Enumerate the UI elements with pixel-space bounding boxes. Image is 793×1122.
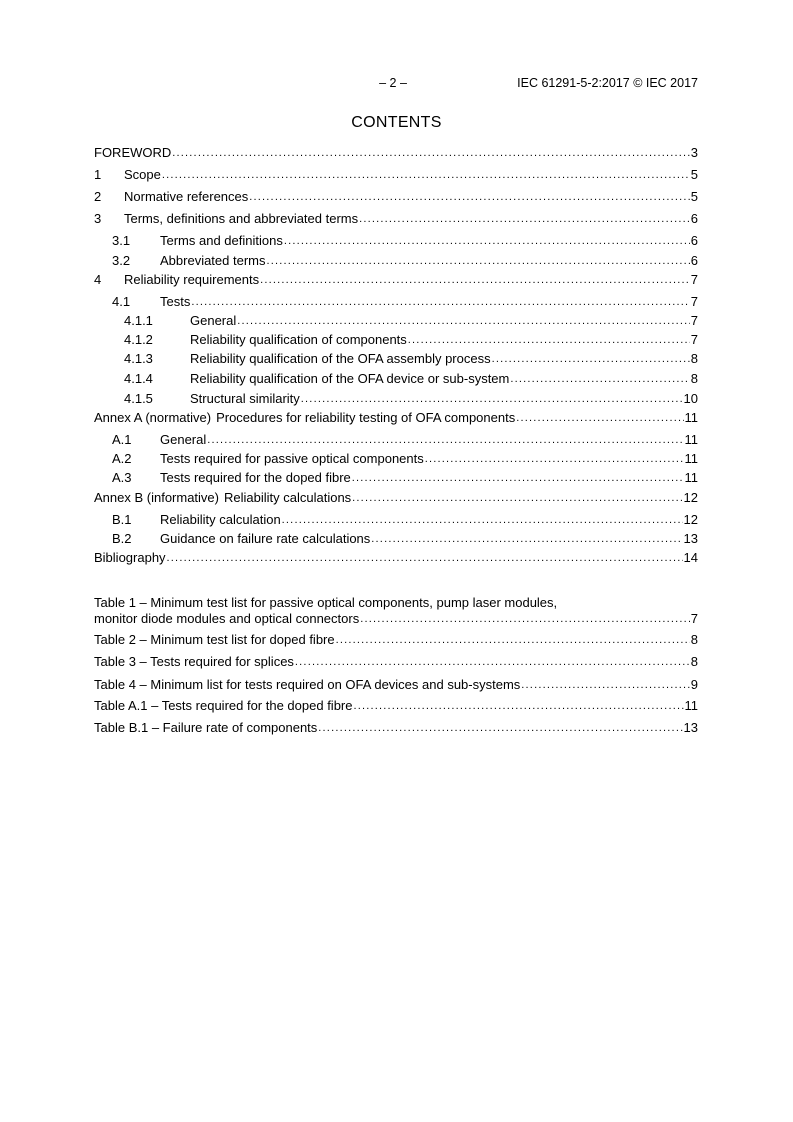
toc-entry-annex-a[interactable] xyxy=(94,410,698,426)
table-list-entry-3[interactable] xyxy=(94,654,698,670)
toc-entry-3-1[interactable] xyxy=(94,233,698,249)
toc-entry-title: Tests xyxy=(160,294,191,309)
page-number: – 2 – xyxy=(379,76,407,90)
toc-entry-page: 8 xyxy=(690,371,698,386)
page-header xyxy=(94,76,698,92)
toc-entry-number: B.1 xyxy=(112,512,132,527)
toc-entry-page: 5 xyxy=(690,167,698,182)
toc-entry-page: 7 xyxy=(690,272,698,287)
dot-leader xyxy=(249,189,689,205)
toc-entry-4-1[interactable] xyxy=(94,294,698,310)
toc-entry-number: 3.2 xyxy=(112,253,131,268)
toc-entry-page: 12 xyxy=(683,512,698,527)
toc-entry-title: Normative references xyxy=(124,189,249,204)
dot-leader xyxy=(301,391,683,407)
toc-entry-title: Tests required for passive optical components xyxy=(160,451,424,466)
toc-entry-4-1-1[interactable] xyxy=(94,313,698,329)
document-reference: IEC 61291-5-2:2017 © IEC 2017 xyxy=(517,76,698,90)
dot-leader xyxy=(267,253,690,269)
toc-entry-title: Reliability qualification of components xyxy=(190,332,407,347)
table-entry-title: Table 2 – Minimum test list for doped fibre xyxy=(94,632,335,647)
toc-entry-4[interactable] xyxy=(94,272,698,288)
toc-entry-title: Tests required for the doped fibre xyxy=(160,470,351,485)
table-entry-page: 11 xyxy=(684,698,698,713)
table-entry-title: Table B.1 – Failure rate of components xyxy=(94,720,318,735)
table-entry-title: Table A.1 – Tests required for the doped fibre xyxy=(94,698,353,713)
toc-entry-title: FOREWORD xyxy=(94,145,172,160)
dot-leader xyxy=(425,451,684,467)
toc-entry-title: Reliability calculations xyxy=(224,490,352,505)
toc-entry-a-3[interactable] xyxy=(94,470,698,486)
toc-entry-title: Abbreviated terms xyxy=(160,253,266,268)
dot-leader xyxy=(284,233,690,249)
toc-entry-page: 11 xyxy=(684,432,698,447)
toc-entry-2[interactable] xyxy=(94,189,698,205)
toc-entry-number: 3 xyxy=(94,211,102,226)
toc-entry-title: Scope xyxy=(124,167,161,182)
table-entry-title: Table 4 – Minimum list for tests required on OFA devices and sub-systems xyxy=(94,677,521,692)
dot-leader xyxy=(352,490,682,506)
dot-leader xyxy=(408,332,690,348)
toc-entry-page: 3 xyxy=(690,145,698,160)
dot-leader xyxy=(353,698,683,714)
toc-entry-3[interactable] xyxy=(94,211,698,227)
toc-entry-4-1-2[interactable] xyxy=(94,332,698,348)
toc-entry-title: General xyxy=(190,313,237,328)
toc-entry-foreword[interactable] xyxy=(94,145,698,161)
toc-entry-number: B.2 xyxy=(112,531,132,546)
dot-leader xyxy=(521,677,689,693)
table-entry-title: Table 3 – Tests required for splices xyxy=(94,654,294,669)
toc-entry-number: 2 xyxy=(94,189,102,204)
toc-entry-b-1[interactable] xyxy=(94,512,698,528)
toc-entry-4-1-3[interactable] xyxy=(94,351,698,367)
toc-entry-number: 4.1.1 xyxy=(124,313,153,328)
toc-entry-page: 7 xyxy=(690,294,698,309)
toc-entry-page: 5 xyxy=(690,189,698,204)
table-list-entry-a-1[interactable] xyxy=(94,698,698,714)
table-list-entry-1[interactable] xyxy=(94,595,698,627)
dot-leader xyxy=(237,313,690,329)
toc-entry-page: 13 xyxy=(683,531,698,546)
dot-leader xyxy=(207,432,683,448)
toc-entry-a-1[interactable] xyxy=(94,432,698,448)
toc-entry-title: Reliability calculation xyxy=(160,512,281,527)
dot-leader xyxy=(172,145,689,161)
toc-entry-3-2[interactable] xyxy=(94,253,698,269)
toc-entry-title: Guidance on failure rate calculations xyxy=(160,531,371,546)
dot-leader xyxy=(318,720,682,736)
toc-entry-number: 1 xyxy=(94,167,102,182)
toc-entry-page: 6 xyxy=(690,253,698,268)
toc-entry-number: Annex B (informative) xyxy=(94,490,219,505)
toc-entry-title: Reliability qualification of the OFA assembly process xyxy=(190,351,491,366)
toc-entry-number: 4 xyxy=(94,272,102,287)
toc-entry-number: A.2 xyxy=(112,451,132,466)
dot-leader xyxy=(352,470,684,486)
toc-entry-b-2[interactable] xyxy=(94,531,698,547)
toc-entry-page: 11 xyxy=(684,451,698,466)
toc-entry-page: 10 xyxy=(683,391,698,406)
dot-leader xyxy=(282,512,683,528)
dot-leader xyxy=(162,167,690,183)
toc-entry-number: 4.1.3 xyxy=(124,351,153,366)
toc-entry-title: Terms, definitions and abbreviated terms xyxy=(124,211,359,226)
toc-entry-annex-b[interactable] xyxy=(94,490,698,506)
dot-leader xyxy=(359,211,690,227)
toc-entry-page: 6 xyxy=(690,233,698,248)
toc-entry-number: Annex A (normative) xyxy=(94,410,212,425)
toc-entry-4-1-4[interactable] xyxy=(94,371,698,387)
dot-leader xyxy=(191,294,689,310)
toc-entry-page: 12 xyxy=(683,490,698,505)
table-list-entry-2[interactable] xyxy=(94,632,698,648)
toc-entry-page: 7 xyxy=(690,313,698,328)
table-entry-title: monitor diode modules and optical connectors xyxy=(94,611,360,626)
dot-leader xyxy=(360,611,690,627)
toc-entry-a-2[interactable] xyxy=(94,451,698,467)
dot-leader xyxy=(260,272,690,288)
dot-leader xyxy=(336,632,690,648)
table-entry-page: 9 xyxy=(690,677,698,692)
toc-entry-number: 4.1.4 xyxy=(124,371,153,386)
table-entry-title-line1: Table 1 – Minimum test list for passive optical components, pump laser modules, xyxy=(94,595,558,610)
dot-leader xyxy=(516,410,683,426)
toc-entry-page: 14 xyxy=(683,550,698,565)
table-entry-page: 8 xyxy=(690,632,698,647)
toc-entry-title: Procedures for reliability testing of OFA components xyxy=(216,410,516,425)
toc-entry-title: Terms and definitions xyxy=(160,233,283,248)
toc-entry-number: 4.1 xyxy=(112,294,131,309)
toc-entry-number: A.1 xyxy=(112,432,132,447)
toc-entry-number: 3.1 xyxy=(112,233,131,248)
toc-entry-page: 6 xyxy=(690,211,698,226)
toc-entry-title: Reliability qualification of the OFA device or sub-system xyxy=(190,371,510,386)
dot-leader xyxy=(510,371,689,387)
dot-leader xyxy=(492,351,690,367)
table-list-entry-b-1[interactable] xyxy=(94,720,698,736)
table-entry-page: 7 xyxy=(690,611,698,626)
toc-entry-page: 11 xyxy=(684,470,698,485)
toc-entry-page: 8 xyxy=(690,351,698,366)
dot-leader xyxy=(371,531,682,547)
toc-entry-bibliography[interactable] xyxy=(94,550,698,566)
table-entry-page: 13 xyxy=(683,720,698,735)
dot-leader xyxy=(167,550,683,566)
toc-entry-number: 4.1.2 xyxy=(124,332,153,347)
toc-entry-page: 11 xyxy=(684,410,698,425)
toc-entry-title: Structural similarity xyxy=(190,391,300,406)
toc-entry-page: 7 xyxy=(690,332,698,347)
table-list-entry-4[interactable] xyxy=(94,677,698,693)
toc-entry-number: A.3 xyxy=(112,470,132,485)
contents-heading: CONTENTS xyxy=(351,114,442,131)
toc-entry-4-1-5[interactable] xyxy=(94,391,698,407)
toc-entry-title: Reliability requirements xyxy=(124,272,260,287)
toc-entry-title: Bibliography xyxy=(94,550,166,565)
toc-entry-1[interactable] xyxy=(94,167,698,183)
dot-leader xyxy=(295,654,690,670)
toc-entry-title: General xyxy=(160,432,207,447)
table-entry-page: 8 xyxy=(690,654,698,669)
toc-entry-number: 4.1.5 xyxy=(124,391,153,406)
